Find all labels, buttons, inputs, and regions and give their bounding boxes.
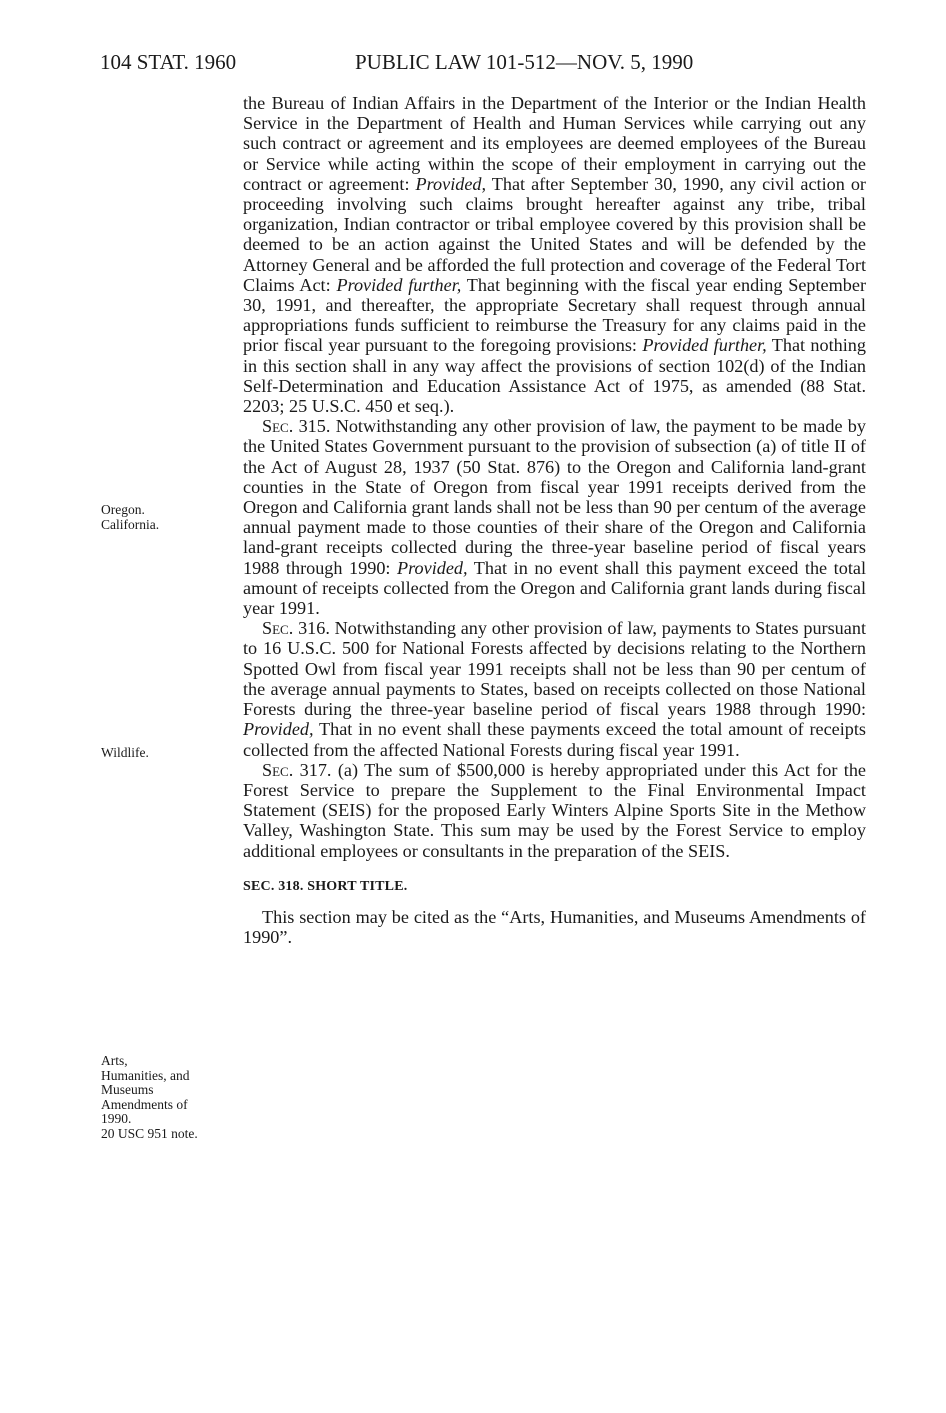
- p1-text-a: the Bureau of Indian Affairs in the Department of the Interior or the Indian Health Service in the Department of Health and Human Services while carrying out any such contract or agreement and its employees are deemed employees of the Bureau or Service while acting within the scope of their employment in carrying out the contract or agreement:: [243, 93, 866, 194]
- section-318-text: This section may be cited as the “Arts, Humanities, and Museums Amendments of 1990”.: [243, 906, 866, 948]
- sec315-label: Sec.: [262, 416, 294, 437]
- sec316-text-b: That in no event shall these payments exceed the total amount of receipts collected from the affected National Forests during fiscal year 1991.: [243, 719, 866, 760]
- p1-provided-2: Provided further,: [336, 274, 462, 295]
- body-text-column: [243, 93, 866, 947]
- sec315-provided: Provided,: [397, 557, 468, 578]
- p1-provided-1: Provided,: [415, 173, 487, 194]
- margin-note-wildlife: [101, 746, 236, 761]
- sec317-text-a: 317. (a) The sum of $500,000 is hereby appropriated under this Act for the Forest Service to prepare the Supplement to the Final Environmental Impact Statement (SEIS) for the proposed Early Winters Alpine Sports Site in the Methow Valley, Washington State. This sum may be used by the Forest Service to employ additional employees or consultants in the preparation of the SEIS.: [243, 759, 866, 861]
- sec317-label: Sec.: [262, 759, 294, 780]
- margin-note-arts-line4: Amendments of: [101, 1096, 188, 1112]
- margin-note-arts-line1: Arts,: [101, 1053, 128, 1068]
- margin-note-arts-line6: 20 USC 951 note.: [101, 1125, 198, 1141]
- p1-provided-3: Provided further,: [642, 335, 767, 356]
- p1-text-b: That after September 30, 1990, any civil action or proceeding involving such claims brought hereafter against any tribe, tribal organization, Indian contractor or tribal employee covered by this provision shall be deemed to be an action against the United States and will be defended by the Attorney General and be afforded the full protection and coverage of the Federal Tort Claims Act:: [243, 173, 866, 295]
- margin-note-arts-line3: Museums: [101, 1082, 154, 1097]
- law-title: PUBLIC LAW 101-512—NOV. 5, 1990: [355, 50, 694, 74]
- margin-note-wildlife-text: Wildlife.: [101, 745, 149, 760]
- section-318-heading: SEC. 318. SHORT TITLE.: [243, 878, 408, 894]
- page-header: [100, 50, 870, 80]
- margin-note-arts-line2: Humanities, and: [101, 1067, 190, 1083]
- p1-text-d: That nothing in this section shall in any way affect the provisions of section 102(d) of the Indian Self-Determination and Education Assistance Act of 1975, as amended (88 Stat. 2203; 25 U.S.C. 450 et seq.).: [243, 335, 866, 417]
- margin-note-arts-line5: 1990.: [101, 1111, 132, 1126]
- margin-note-arts: [101, 1054, 236, 1141]
- p1-text-c: That beginning with the fiscal year ending September 30, 1991, and thereafter, the appropriate Secretary shall request through annual appropriations funds sufficient to reimburse the Treasury for any claims paid in the prior fiscal year pursuant to the foregoing provisions:: [243, 274, 866, 356]
- sec315-text-a: 315. Notwithstanding any other provision of law, the payment to be made by the United States Government pursuant to the provision of subsection (a) of title II of the Act of August 28, 1937 (50 Stat. 876) to the Oregon and California land-grant counties in the State of Oregon from fiscal year 1991 receipts derived from the Oregon and California grant lands shall not be less than 90 per centum of the average annual payment made to those counties of their share of the Oregon and California land-grant receipts collected during the three-year baseline period of fiscal years 1988 through 1990:: [243, 416, 866, 578]
- section-316: [243, 618, 866, 759]
- section-315: [243, 416, 866, 618]
- sec316-text-a: 316. Notwithstanding any other provision of law, payments to States pursuant to 16 U.S.C. 500 for National Forests affected by decisions relating to the Northern Spotted Owl from fiscal year 1991 receipts shall not be less than 90 per centum of the average annual payments to States, based on receipts collected on those National Forests during the three-year baseline period of fiscal years 1988 through 1990:: [243, 618, 866, 720]
- margin-note-california: California.: [101, 516, 160, 532]
- sec316-provided: Provided,: [243, 719, 314, 740]
- section-317: [243, 760, 866, 861]
- sec315-text-b: That in no event shall this payment exceed the total amount of receipts collected from the Oregon and California grant lands during fiscal year 1991.: [243, 557, 866, 619]
- margin-note-oregon: Oregon.: [101, 502, 145, 517]
- sec316-label: Sec.: [262, 618, 294, 639]
- paragraph-continuation: [243, 93, 866, 416]
- margin-note-oregon-california: [101, 503, 236, 532]
- page-reference: 104 STAT. 1960: [100, 50, 237, 74]
